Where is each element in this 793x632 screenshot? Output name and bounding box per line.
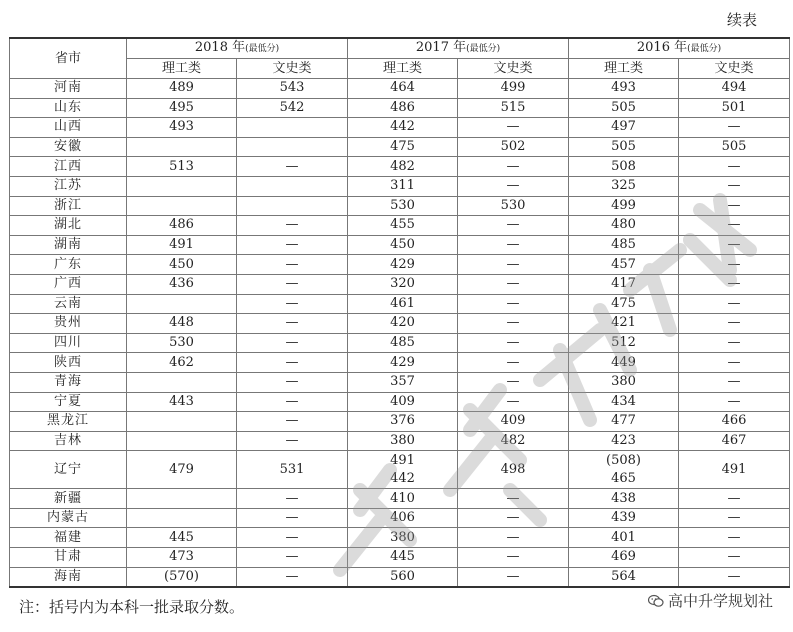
score-cell: 417 (569, 274, 679, 294)
score-cell: 480 (569, 216, 679, 236)
score-cell: 508 (569, 157, 679, 177)
table-row (10, 489, 790, 509)
score-cell: 486 (127, 216, 237, 236)
score-cell: — (458, 353, 569, 373)
table-row (10, 548, 790, 568)
score-cell: 495 (127, 98, 237, 118)
score-cell: — (458, 314, 569, 334)
score-cell: 449 (569, 353, 679, 373)
province-cell: 山东 (10, 98, 127, 118)
score-cell (127, 412, 237, 432)
score-cell: — (679, 294, 790, 314)
score-cell: — (679, 372, 790, 392)
province-cell: 四川 (10, 333, 127, 353)
score-cell: 455 (348, 216, 458, 236)
score-cell: — (679, 489, 790, 509)
score-cell: 479 (127, 451, 237, 489)
score-cell: (570) (127, 567, 237, 587)
score-cell: — (458, 333, 569, 353)
score-cell: — (679, 353, 790, 373)
score-cell: 515 (458, 98, 569, 118)
score-cell: — (679, 548, 790, 568)
score-cell: 445 (348, 548, 458, 568)
score-cell: 320 (348, 274, 458, 294)
score-cell: — (679, 567, 790, 587)
score-cell: 438 (569, 489, 679, 509)
score-cell: 564 (569, 567, 679, 587)
score-cell: 401 (569, 528, 679, 548)
score-cell: — (237, 567, 348, 587)
score-cell: — (679, 196, 790, 216)
score-cell: 499 (569, 196, 679, 216)
score-cell: 475 (348, 137, 458, 157)
table-row (10, 294, 790, 314)
score-cell: — (237, 412, 348, 432)
table-row (10, 431, 790, 451)
province-cell: 福建 (10, 528, 127, 548)
score-cell: — (679, 235, 790, 255)
province-cell: 陕西 (10, 353, 127, 373)
table-row (10, 314, 790, 334)
score-cell (237, 118, 348, 138)
score-cell: 410 (348, 489, 458, 509)
score-cell: 485 (569, 235, 679, 255)
table-row (10, 79, 790, 99)
score-cell: 409 (348, 392, 458, 412)
score-cell: — (458, 157, 569, 177)
continued-label: 续表 (726, 11, 757, 29)
score-cell: — (458, 567, 569, 587)
score-cell: 531 (237, 451, 348, 489)
score-cell: 380 (569, 372, 679, 392)
score-cell: — (458, 216, 569, 236)
table-row (10, 137, 790, 157)
province-cell: 贵州 (10, 314, 127, 334)
score-cell: 477 (569, 412, 679, 432)
score-cell: 486 (348, 98, 458, 118)
score-cell: — (679, 528, 790, 548)
score-cell: 505 (569, 137, 679, 157)
table-row (10, 353, 790, 373)
score-cell: 498 (458, 451, 569, 489)
score-cell: — (458, 274, 569, 294)
score-cell: 457 (569, 255, 679, 275)
score-cell: — (237, 528, 348, 548)
score-cell: — (237, 508, 348, 528)
score-cell: — (237, 274, 348, 294)
score-table (9, 37, 790, 588)
score-cell: 530 (127, 333, 237, 353)
score-cell: 464 (348, 79, 458, 99)
score-cell: — (679, 508, 790, 528)
score-cell: — (237, 548, 348, 568)
score-cell: — (458, 528, 569, 548)
score-cell (127, 196, 237, 216)
year-header: 2018 年(最低分) (127, 38, 348, 59)
score-cell: 406 (348, 508, 458, 528)
table-row (10, 255, 790, 275)
score-cell (127, 137, 237, 157)
table-row (10, 567, 790, 587)
score-cell: — (458, 489, 569, 509)
category-header: 文史类 (237, 59, 348, 79)
score-cell: 513 (127, 157, 237, 177)
score-cell: 409 (458, 412, 569, 432)
score-cell: — (237, 392, 348, 412)
score-cell (127, 294, 237, 314)
score-cell: 505 (569, 98, 679, 118)
score-cell: 466 (679, 412, 790, 432)
score-cell: 543 (237, 79, 348, 99)
score-cell: 493 (127, 118, 237, 138)
province-cell: 安徽 (10, 137, 127, 157)
score-cell (127, 431, 237, 451)
score-cell (127, 372, 237, 392)
score-cell: 501 (679, 98, 790, 118)
score-cell: 445 (127, 528, 237, 548)
province-cell: 广西 (10, 274, 127, 294)
province-cell: 江苏 (10, 176, 127, 196)
province-cell: 新疆 (10, 489, 127, 509)
score-cell: — (237, 235, 348, 255)
score-cell: — (237, 314, 348, 334)
category-header: 文史类 (458, 59, 569, 79)
score-cell: 439 (569, 508, 679, 528)
score-cell: 512 (569, 333, 679, 353)
table-row (10, 412, 790, 432)
score-cell: 376 (348, 412, 458, 432)
table-row (10, 196, 790, 216)
score-cell: — (458, 372, 569, 392)
province-header: 省市 (10, 38, 127, 79)
province-cell: 广东 (10, 255, 127, 275)
footnote: 注：括号内为本科一批录取分数。 (19, 598, 245, 616)
score-cell: 467 (679, 431, 790, 451)
score-cell (127, 176, 237, 196)
table-row (10, 216, 790, 236)
province-cell: 内蒙古 (10, 508, 127, 528)
score-cell: — (458, 392, 569, 412)
score-cell: 482 (458, 431, 569, 451)
score-cell: 473 (127, 548, 237, 568)
category-header: 理工类 (569, 59, 679, 79)
province-cell: 云南 (10, 294, 127, 314)
score-cell: 491 (679, 451, 790, 489)
province-cell: 海南 (10, 567, 127, 587)
score-cell: 450 (348, 235, 458, 255)
score-cell: — (458, 294, 569, 314)
score-cell: 429 (348, 353, 458, 373)
score-cell: — (237, 216, 348, 236)
score-cell: 505 (679, 137, 790, 157)
score-cell: 311 (348, 176, 458, 196)
score-cell: — (237, 333, 348, 353)
score-cell (127, 489, 237, 509)
table-row (10, 392, 790, 412)
score-cell: 482 (348, 157, 458, 177)
score-cell: 436 (127, 274, 237, 294)
score-cell: — (237, 157, 348, 177)
score-cell: 423 (569, 431, 679, 451)
table-row (10, 118, 790, 138)
score-cell: — (458, 235, 569, 255)
account-name: 高中升学规划社 (667, 592, 773, 610)
table-row (10, 333, 790, 353)
score-cell: (508) 465 (569, 451, 679, 489)
score-cell: 493 (569, 79, 679, 99)
score-cell: 491 (127, 235, 237, 255)
score-cell: — (458, 118, 569, 138)
score-cell: 491 442 (348, 451, 458, 489)
category-header: 理工类 (348, 59, 458, 79)
score-cell: 357 (348, 372, 458, 392)
table-row (10, 98, 790, 118)
score-cell: 450 (127, 255, 237, 275)
score-cell (237, 176, 348, 196)
category-header: 文史类 (679, 59, 790, 79)
score-cell: — (458, 508, 569, 528)
score-cell: — (679, 333, 790, 353)
account-watermark (646, 590, 775, 611)
score-cell: 502 (458, 137, 569, 157)
score-cell: — (679, 314, 790, 334)
score-cell: 380 (348, 528, 458, 548)
score-cell: 494 (679, 79, 790, 99)
score-cell: — (679, 216, 790, 236)
score-cell: — (458, 176, 569, 196)
province-cell: 黑龙江 (10, 412, 127, 432)
province-cell: 浙江 (10, 196, 127, 216)
score-cell: 420 (348, 314, 458, 334)
score-cell: — (237, 372, 348, 392)
year-header: 2016 年(最低分) (569, 38, 790, 59)
table-row (10, 176, 790, 196)
score-cell (127, 508, 237, 528)
province-cell: 甘肃 (10, 548, 127, 568)
score-cell: 380 (348, 431, 458, 451)
score-cell: 560 (348, 567, 458, 587)
score-cell: 497 (569, 118, 679, 138)
score-cell: 475 (569, 294, 679, 314)
score-cell: — (679, 176, 790, 196)
score-cell: 530 (458, 196, 569, 216)
score-cell: — (237, 489, 348, 509)
score-cell: — (237, 353, 348, 373)
category-header: 理工类 (127, 59, 237, 79)
score-cell: 542 (237, 98, 348, 118)
score-cell: 469 (569, 548, 679, 568)
score-cell (237, 137, 348, 157)
score-cell: 461 (348, 294, 458, 314)
score-cell: 325 (569, 176, 679, 196)
wechat-icon (648, 594, 664, 608)
province-cell: 江西 (10, 157, 127, 177)
score-cell: 448 (127, 314, 237, 334)
score-cell: 434 (569, 392, 679, 412)
score-cell: — (237, 294, 348, 314)
score-cell: — (679, 274, 790, 294)
province-cell: 湖南 (10, 235, 127, 255)
province-cell: 湖北 (10, 216, 127, 236)
province-cell: 青海 (10, 372, 127, 392)
province-cell: 河南 (10, 79, 127, 99)
score-cell: — (458, 255, 569, 275)
score-cell: — (237, 431, 348, 451)
year-header: 2017 年(最低分) (348, 38, 569, 59)
score-cell: 443 (127, 392, 237, 412)
score-cell: 429 (348, 255, 458, 275)
score-cell: 489 (127, 79, 237, 99)
table-row (10, 235, 790, 255)
score-cell: — (458, 548, 569, 568)
score-cell: 462 (127, 353, 237, 373)
score-cell: — (679, 255, 790, 275)
table-row (10, 274, 790, 294)
score-cell: 530 (348, 196, 458, 216)
province-cell: 宁夏 (10, 392, 127, 412)
table-row (10, 528, 790, 548)
province-cell: 辽宁 (10, 451, 127, 489)
table-row (10, 157, 790, 177)
score-cell: — (237, 255, 348, 275)
score-cell: 421 (569, 314, 679, 334)
score-cell: 442 (348, 118, 458, 138)
score-cell: 485 (348, 333, 458, 353)
province-cell: 吉林 (10, 431, 127, 451)
province-cell: 山西 (10, 118, 127, 138)
score-cell (237, 196, 348, 216)
score-cell: — (679, 392, 790, 412)
score-cell: 499 (458, 79, 569, 99)
score-cell: — (679, 118, 790, 138)
table-row (10, 372, 790, 392)
table-row (10, 451, 790, 489)
table-row (10, 508, 790, 528)
score-cell: — (679, 157, 790, 177)
